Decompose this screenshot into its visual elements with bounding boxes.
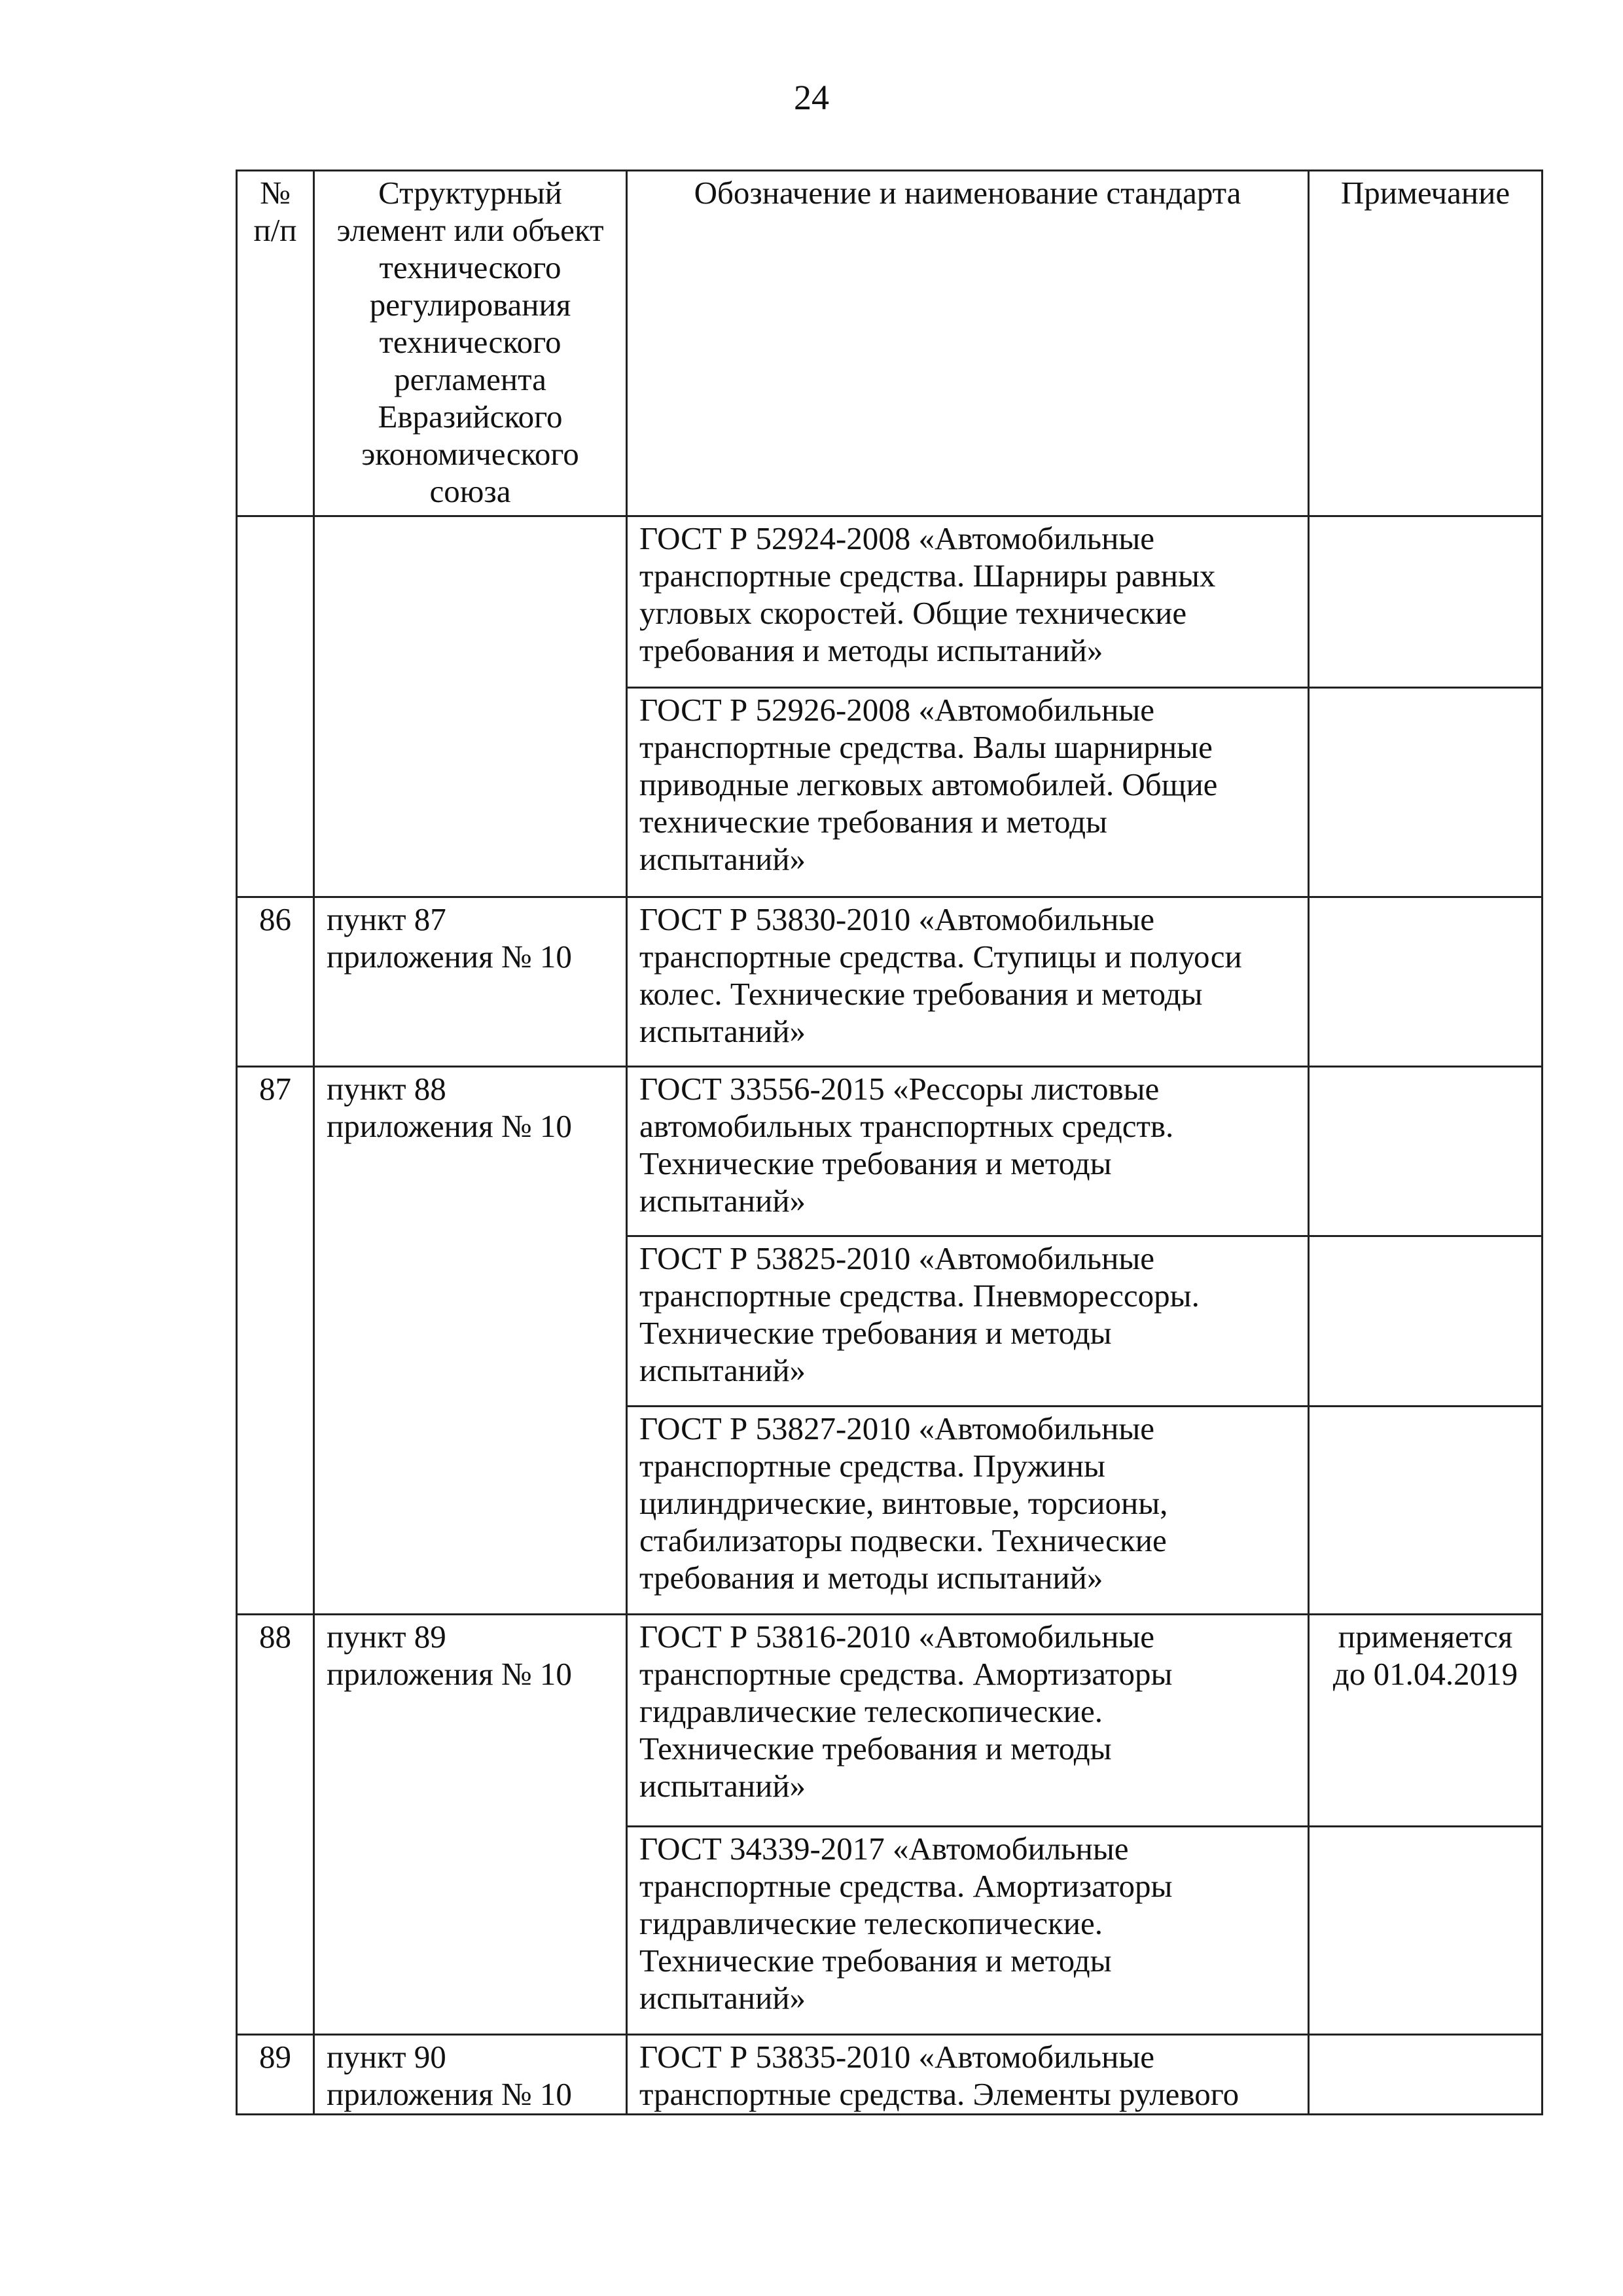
cell-num: 87 xyxy=(237,1067,314,1615)
table-row xyxy=(237,897,1543,1067)
cell-note xyxy=(1309,1067,1543,1236)
cell-element: пункт 88 приложения № 10 xyxy=(314,1067,627,1615)
cell-note xyxy=(1309,2035,1543,2115)
cell-note xyxy=(1309,1827,1543,2035)
cell-standard: ГОСТ Р 53825-2010 «Автомобильные транспортные средства. Пневморессоры. Технические требования и методы испытаний» xyxy=(627,1236,1309,1407)
header-note: Примечание xyxy=(1309,171,1543,516)
table-row xyxy=(237,2035,1543,2115)
cell-element xyxy=(314,516,627,897)
cell-num: 86 xyxy=(237,897,314,1067)
cell-note: применяется до 01.04.2019 xyxy=(1309,1615,1543,1827)
table-row xyxy=(237,1067,1543,1236)
cell-standard: ГОСТ 34339-2017 «Автомобильные транспортные средства. Амортизаторы гидравлические телескопические. Технические требования и методы испытаний» xyxy=(627,1827,1309,2035)
cell-element: пункт 90 приложения № 10 xyxy=(314,2035,627,2115)
cell-element: пункт 89 приложения № 10 xyxy=(314,1615,627,2035)
page-number: 24 xyxy=(794,78,829,117)
cell-standard: ГОСТ Р 53816-2010 «Автомобильные транспортные средства. Амортизаторы гидравлические телескопические. Технические требования и методы испытаний» xyxy=(627,1615,1309,1827)
header-element: Структурный элемент или объект технического регулирования технического регламента Евразийского экономического союза xyxy=(314,171,627,516)
cell-standard: ГОСТ 33556-2015 «Рессоры листовые автомобильных транспортных средств. Технические требования и методы испытаний» xyxy=(627,1067,1309,1236)
cell-standard: ГОСТ Р 53827-2010 «Автомобильные транспортные средства. Пружины цилиндрические, винтовые, торсионы, стабилизаторы подвески. Технические требования и методы испытаний» xyxy=(627,1407,1309,1615)
cell-note xyxy=(1309,1236,1543,1407)
cell-standard: ГОСТ Р 52924-2008 «Автомобильные транспортные средства. Шарниры равных угловых скоростей. Общие технические требования и методы испытаний» xyxy=(627,516,1309,688)
header-standard: Обозначение и наименование стандарта xyxy=(627,171,1309,516)
cell-note xyxy=(1309,516,1543,688)
header-num: № п/п xyxy=(237,171,314,516)
cell-num: 88 xyxy=(237,1615,314,2035)
cell-standard: ГОСТ Р 53830-2010 «Автомобильные транспортные средства. Ступицы и полуоси колес. Технические требования и методы испытаний» xyxy=(627,897,1309,1067)
table-row xyxy=(237,1615,1543,1827)
table-row xyxy=(237,516,1543,688)
cell-note xyxy=(1309,1407,1543,1615)
cell-num xyxy=(237,516,314,897)
table-header-row xyxy=(237,171,1543,516)
cell-standard: ГОСТ Р 53835-2010 «Автомобильные транспортные средства. Элементы рулевого xyxy=(627,2035,1309,2115)
cell-num: 89 xyxy=(237,2035,314,2115)
cell-note xyxy=(1309,897,1543,1067)
standards-table xyxy=(236,170,1543,2115)
cell-note xyxy=(1309,688,1543,897)
cell-standard: ГОСТ Р 52926-2008 «Автомобильные транспортные средства. Валы шарнирные приводные легковых автомобилей. Общие технические требования и методы испытаний» xyxy=(627,688,1309,897)
cell-element: пункт 87 приложения № 10 xyxy=(314,897,627,1067)
